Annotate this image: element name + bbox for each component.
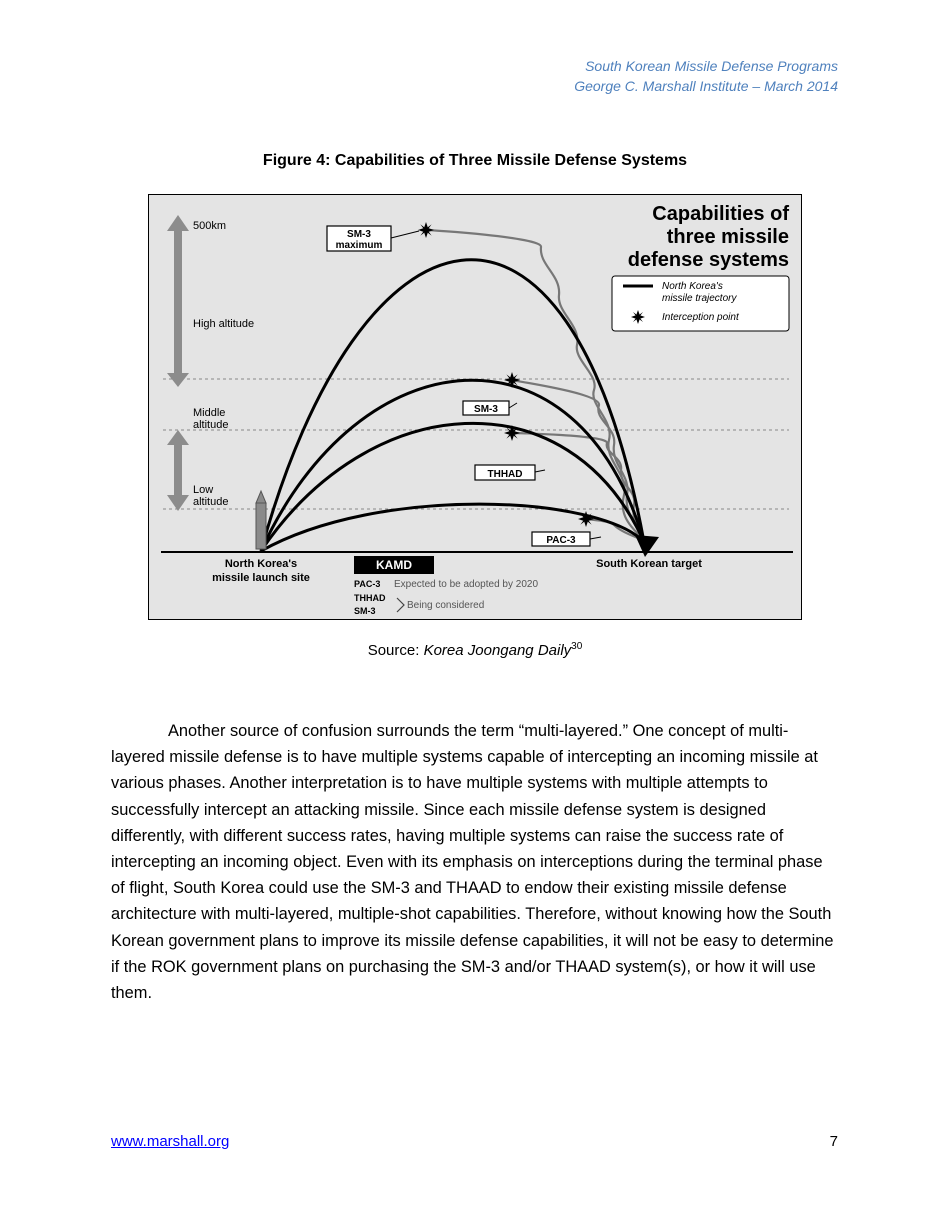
interceptor-paths — [426, 230, 644, 540]
figure-inner-title-2: three missile — [666, 226, 789, 248]
sm3-text: SM-3 — [474, 404, 498, 415]
legend-trajectory-text-1: North Korea's — [662, 281, 723, 292]
source-prefix: Source: — [367, 642, 424, 659]
legend-interception-text: Interception point — [662, 312, 739, 323]
footer-website-link[interactable]: www.marshall.org — [111, 1133, 230, 1150]
launch-site-label-1: North Korea's — [224, 558, 298, 570]
high-altitude-label: High altitude — [193, 318, 255, 330]
sm3-label — [463, 401, 517, 415]
figure-source — [0, 641, 950, 659]
middle-altitude-label-1: Middle — [193, 407, 226, 419]
header-institute-date: George C. Marshall Institute – March 2014 — [574, 78, 838, 94]
running-header — [574, 56, 838, 96]
sm3-maximum-text-1: SM-3 — [347, 229, 371, 240]
sm3-maximum-text-2: maximum — [335, 240, 383, 251]
interception-point-icon — [578, 511, 594, 527]
page-number: 7 — [829, 1133, 838, 1150]
altitude-top-label: 500km — [193, 220, 227, 232]
kamd-sm3: SM-3 — [354, 606, 376, 616]
pac3-text: PAC-3 — [546, 535, 576, 546]
legend-interception-icon — [631, 310, 645, 324]
target-label: South Korean target — [596, 558, 702, 570]
thaad-text: THHAD — [487, 469, 523, 480]
figure-inner-title-3: defense systems — [627, 249, 789, 271]
sm3-maximum-label — [327, 226, 419, 251]
kamd-pac3: PAC-3 — [354, 579, 381, 589]
missile-defense-figure — [148, 194, 802, 620]
missile-trajectories — [261, 260, 644, 551]
kamd-thaad: THHAD — [354, 593, 386, 603]
thaad-label — [475, 465, 545, 480]
altitude-arrows — [167, 215, 189, 511]
header-title: South Korean Missile Defense Programs — [585, 58, 838, 74]
low-altitude-label-1: Low — [193, 484, 214, 496]
kamd-label: KAMD — [376, 558, 412, 572]
source-publication: Korea Joongang Daily — [423, 642, 572, 659]
source-footnote: 30 — [571, 641, 583, 652]
middle-altitude-label-2: altitude — [193, 419, 229, 431]
pac3-label — [532, 532, 601, 546]
low-altitude-label-2: altitude — [193, 496, 229, 508]
figure-caption: Figure 4: Capabilities of Three Missile Defense Systems — [262, 152, 688, 169]
missile-defense-diagram — [149, 195, 801, 619]
legend — [612, 276, 789, 331]
bracket-icon — [397, 598, 404, 612]
launch-site-missile-icon — [256, 491, 266, 549]
target-marker — [635, 535, 659, 557]
interception-point-icon — [418, 222, 434, 238]
kamd-box — [354, 556, 434, 574]
body-paragraph: Another source of confusion surrounds the term “multi-layered.” One concept of multi-layered missile defense is to have multiple systems capable of intercepting an incoming missile at various phases. Another interpretation is to have multiple systems with multiple attempts to successfully intercept an attacking missile. Since each missile defense system is designed differently, with different success rates, having multiple systems can raise the success rate of intercepting an incoming object. Even with its emphasis on interceptions during the terminal phase of flight, South Korea could use the SM-3 and THAAD to endow their existing missile defense architecture with multi-layered, multiple-shot capabilities. Therefore, without knowing how the South Korean government plans to improve its missile defense capabilities, it will not be easy to determine if the ROK government plans on purchasing the SM-3 and/or THAAD system(s), or how it will use them. — [111, 722, 834, 1003]
launch-site-label-2: missile launch site — [212, 572, 310, 584]
legend-trajectory-text-2: missile trajectory — [662, 293, 737, 304]
kamd-pac3-note: Expected to be adopted by 2020 — [394, 579, 539, 590]
figure-inner-title-1: Capabilities of — [652, 203, 789, 225]
kamd-considered: Being considered — [407, 600, 485, 611]
